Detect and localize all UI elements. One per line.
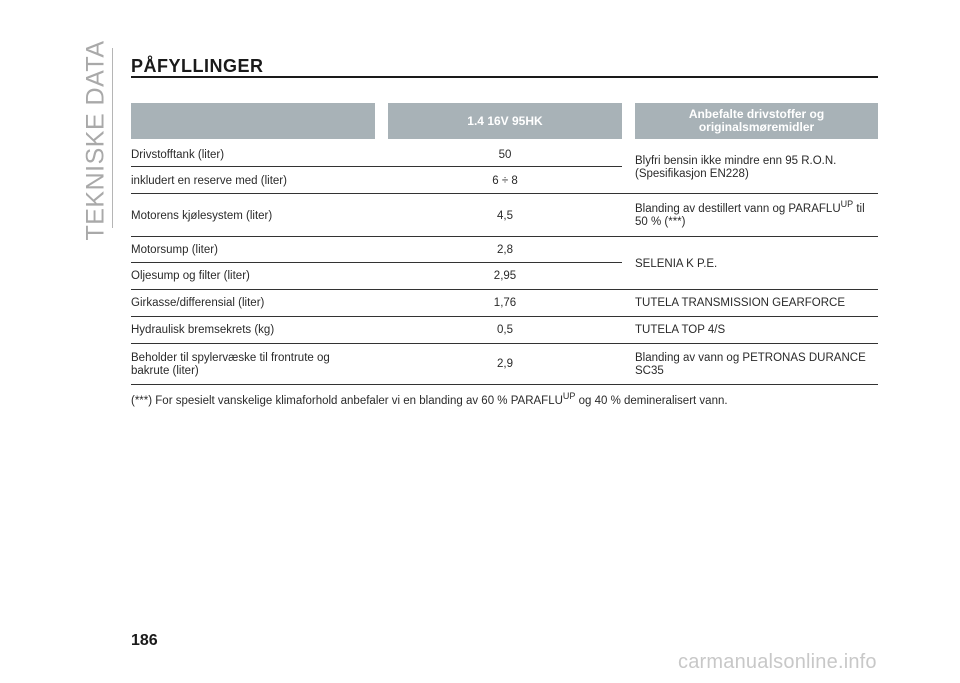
row-label-brake: Hydraulisk bremsekrets (kg) bbox=[131, 324, 275, 336]
row-value-coolant: 4,5 bbox=[497, 210, 513, 222]
row-divider bbox=[131, 166, 622, 167]
row-divider bbox=[131, 289, 878, 290]
footnote-sup: UP bbox=[562, 391, 576, 402]
header-cell-empty bbox=[131, 103, 375, 139]
row-value-oil-filter: 2,95 bbox=[493, 270, 517, 282]
row-value-fuel-tank: 50 bbox=[498, 149, 512, 161]
rec-fuel: Blyfri bensin ikke mindre enn 95 R.O.N. (Spesifikasjon EN228) bbox=[635, 155, 837, 180]
row-value-gearbox: 1,76 bbox=[493, 297, 517, 309]
rec-coolant bbox=[635, 199, 867, 229]
row-label-washer: Beholder til spylervæske til frontrute og bakrute (liter) bbox=[131, 352, 330, 377]
section-divider bbox=[112, 48, 113, 228]
footnote bbox=[131, 391, 878, 407]
row-divider bbox=[131, 262, 622, 263]
title-rule bbox=[131, 76, 878, 78]
footnote-post: og 40 % demineralisert vann. bbox=[578, 395, 728, 407]
header-recommended-text: Anbefalte drivstoffer og originalsmøremidler bbox=[688, 107, 825, 134]
rec-gearbox: TUTELA TRANSMISSION GEARFORCE bbox=[635, 297, 846, 309]
rec-brake: TUTELA TOP 4/S bbox=[635, 324, 726, 336]
section-label: TEKNISKE DATA bbox=[81, 39, 110, 241]
row-label-reserve: inkludert en reserve med (liter) bbox=[131, 175, 287, 187]
row-label-gearbox: Girkasse/differensial (liter) bbox=[131, 297, 265, 309]
row-divider bbox=[131, 343, 878, 344]
row-value-reserve: 6 ÷ 8 bbox=[492, 175, 518, 187]
page-number: 186 bbox=[131, 632, 158, 649]
row-divider bbox=[131, 316, 878, 317]
row-value-washer: 2,9 bbox=[497, 358, 513, 370]
row-divider bbox=[131, 236, 878, 237]
header-cell-recommended bbox=[635, 103, 878, 139]
footnote-pre: (***) For spesielt vanskelige klimaforhold anbefaler vi en blanding av 60 % PARAFLU bbox=[131, 395, 563, 407]
row-label-oil-filter: Oljesump og filter (liter) bbox=[131, 270, 250, 282]
row-divider bbox=[131, 193, 878, 194]
row-divider bbox=[131, 384, 878, 385]
rec-coolant-post: til 50 % (***) bbox=[635, 203, 865, 228]
row-value-brake: 0,5 bbox=[497, 324, 513, 336]
rec-washer: Blanding av vann og PETRONAS DURANCE SC35 bbox=[635, 352, 866, 377]
row-label-sump: Motorsump (liter) bbox=[131, 244, 218, 256]
section-tab bbox=[78, 39, 114, 241]
rec-coolant-sup: UP bbox=[840, 199, 854, 210]
row-value-sump: 2,8 bbox=[497, 244, 513, 256]
rec-engine-oil: SELENIA K P.E. bbox=[635, 258, 718, 270]
row-label-coolant: Motorens kjølesystem (liter) bbox=[131, 210, 273, 222]
rec-coolant-pre: Blanding av destillert vann og PARAFLU bbox=[635, 203, 841, 215]
watermark: carmanualsonline.info bbox=[678, 651, 877, 673]
header-cell-engine: 1.4 16V 95HK bbox=[388, 103, 622, 139]
row-label-fuel-tank: Drivstofftank (liter) bbox=[131, 149, 225, 161]
page-title: PÅFYLLINGER bbox=[131, 56, 264, 76]
